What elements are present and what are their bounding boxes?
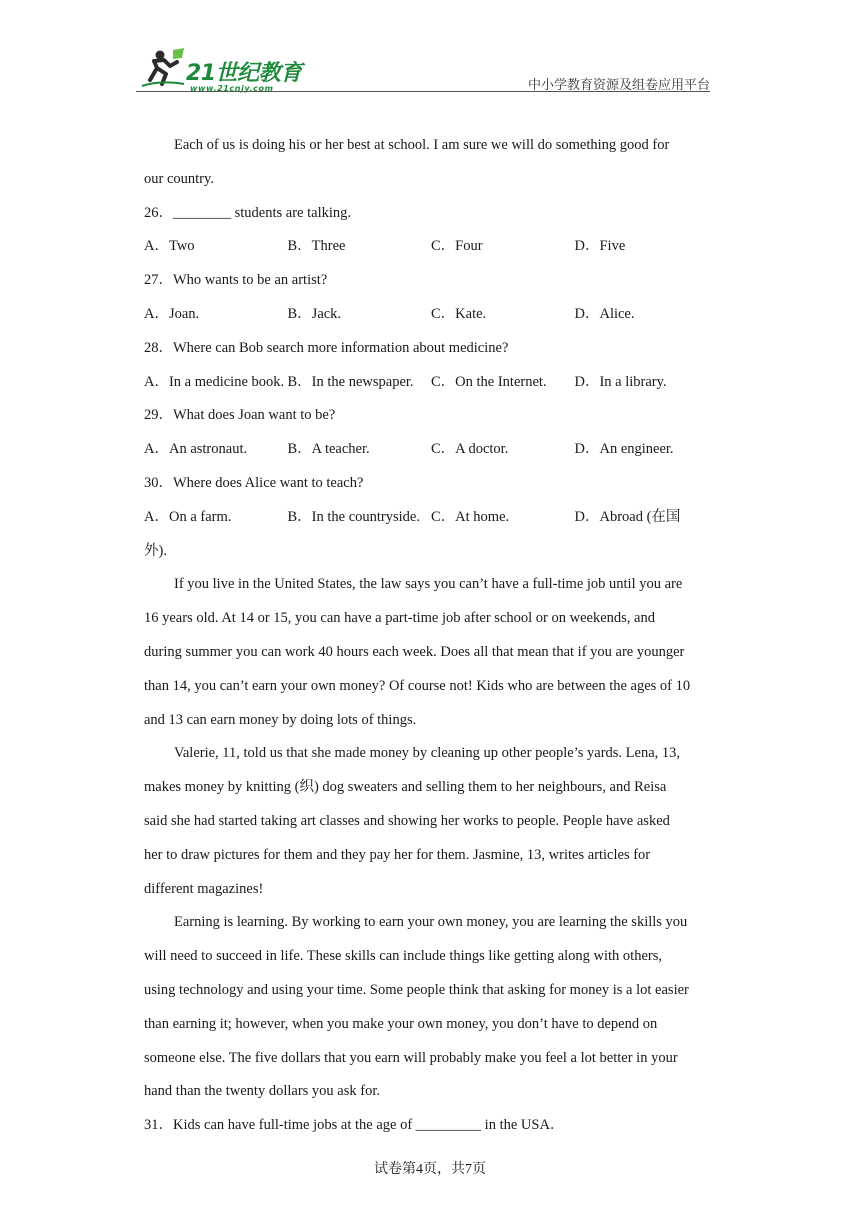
passage-line: using technology and using your time. Some people think that asking for money is a lot easier: [144, 981, 689, 998]
question-30: [144, 467, 718, 568]
passage-paragraph: [144, 906, 718, 1109]
passage-line: will need to succeed in life. These skills can include things like getting along with others,: [144, 948, 662, 965]
options-row: [144, 298, 718, 332]
question-28: [144, 332, 718, 400]
question-stem: 29．What does Joan want to be?: [144, 407, 336, 424]
question-27: [144, 264, 718, 332]
options-row: [144, 433, 718, 467]
logo: [140, 46, 310, 92]
option-a: A．In a medicine book.: [144, 373, 285, 390]
option-c: C．At home.: [431, 508, 510, 525]
options-row: [144, 366, 718, 400]
options-row: [144, 501, 718, 535]
passage-paragraph: [144, 737, 718, 906]
page-footer: 试卷第4页，共7页: [374, 1162, 486, 1177]
option-b: B．Jack.: [287, 305, 342, 322]
passage-line: during summer you can work 40 hours each week. Does all that mean that if you are younger: [144, 643, 685, 660]
option-c: C．Kate.: [431, 305, 487, 322]
passage-line: Valerie, 11, told us that she made money by cleaning up other people’s yards. Lena, 13,: [174, 745, 681, 762]
passage-line: someone else. The five dollars that you earn will probably make you feel a lot better in your: [144, 1049, 678, 1066]
question-26: [144, 197, 718, 265]
passage-line: If you live in the United States, the law says you can’t have a full-time job until you are: [174, 576, 683, 593]
question-stem: 26．________ students are talking.: [144, 204, 352, 221]
passage-line: different magazines!: [144, 880, 264, 897]
option-c: C．A doctor.: [431, 441, 509, 458]
question-29: [144, 399, 718, 467]
question-stem: 27．Who wants to be an artist?: [144, 272, 328, 289]
option-d: D．Alice.: [574, 305, 635, 322]
option-b: B．In the countryside.: [287, 508, 420, 525]
option-a: A．An astronaut.: [144, 441, 248, 458]
option-d: D．An engineer.: [574, 441, 674, 458]
option-b: B．A teacher.: [287, 441, 370, 458]
page-content: [144, 129, 718, 1143]
passage-line: Each of us is doing his or her best at school. I am sure we will do something good for: [174, 137, 670, 153]
runner-logo-icon: [140, 46, 186, 90]
passage-line: than earning it; however, when you make your own money, you don’t have to depend on: [144, 1015, 658, 1032]
options-row: [144, 230, 718, 264]
passage-line: 16 years old. At 14 or 15, you can have a part-time job after school or on weekends, and: [144, 610, 655, 627]
passage-line: her to draw pictures for them and they pay her for them. Jasmine, 13, writes articles for: [144, 846, 651, 863]
passage-line: our country.: [144, 170, 214, 187]
option-c: C．On the Internet.: [431, 373, 547, 390]
option-a: A．Joan.: [144, 305, 200, 322]
platform-title: 中小学教育资源及组卷应用平台: [527, 77, 710, 92]
passage-line: Earning is learning. By working to earn your own money, you are learning the skills you: [174, 914, 688, 931]
passage-line: makes money by knitting (织) dog sweaters and selling them to her neighbours, and Reisa: [144, 779, 667, 796]
question-stem: 28．Where can Bob search more information about medicine?: [144, 339, 509, 356]
passage-line: hand than the twenty dollars you ask for.: [144, 1083, 380, 1100]
option-a: A．On a farm.: [144, 508, 232, 525]
passage-line: said she had started taking art classes and showing her works to people. People have asked: [144, 812, 670, 829]
option-b: B．In the newspaper.: [287, 373, 414, 390]
question-31-stem: 31．Kids can have full-time jobs at the age of _________ in the USA．: [144, 1117, 565, 1134]
passage-line: than 14, you can’t earn your own money? Of course not! Kids who are between the ages of 10: [144, 677, 691, 694]
option-a: A．Two: [144, 238, 195, 255]
option-b: B．Three: [287, 238, 346, 255]
option-d: D．Abroad (在国: [574, 508, 681, 525]
passage-paragraph: [144, 568, 718, 737]
option-d: D．In a library.: [574, 373, 667, 390]
page-header: [136, 40, 710, 92]
logo-text: 21世纪教育: [186, 61, 302, 86]
header-divider: [136, 91, 710, 92]
logo-url: www.21cnjy.com: [190, 84, 274, 93]
question-stem: 30．Where does Alice want to teach?: [144, 474, 364, 491]
option-c: C．Four: [431, 238, 483, 255]
option-d-wrap: 外).: [144, 542, 167, 559]
option-d: D．Five: [574, 238, 626, 255]
passage-line: and 13 can earn money by doing lots of things.: [144, 711, 417, 728]
